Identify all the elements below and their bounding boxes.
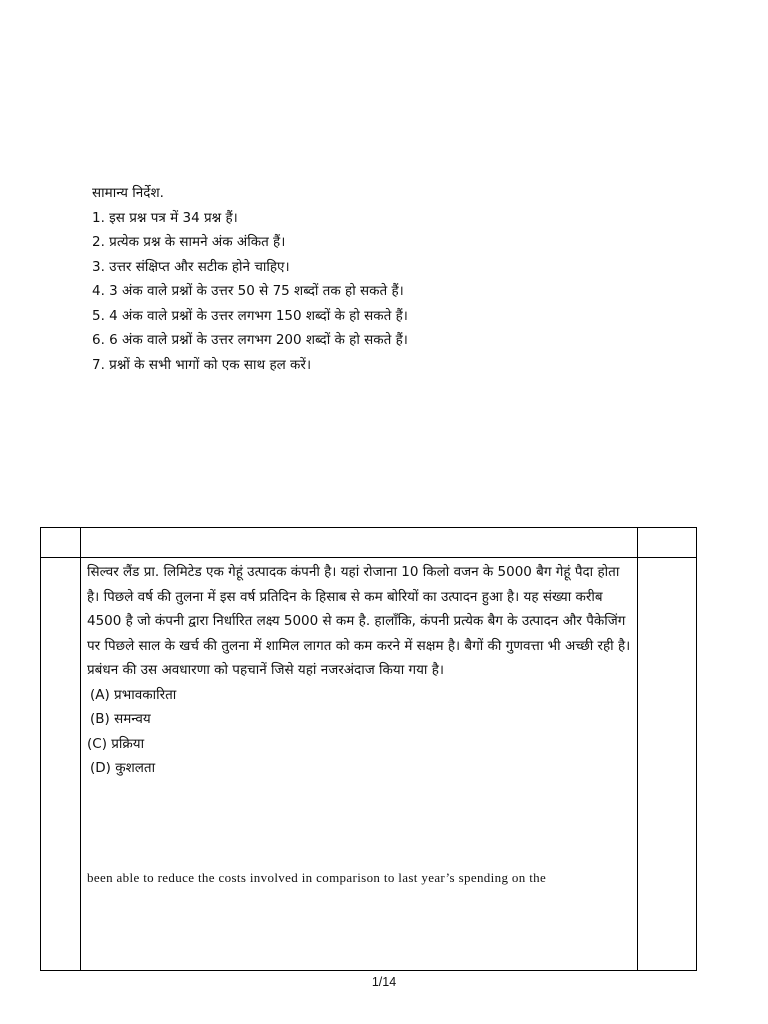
question-cell bbox=[81, 558, 638, 971]
question-number-cell bbox=[41, 558, 81, 971]
header-cell-question bbox=[81, 528, 638, 558]
question-row bbox=[41, 558, 697, 971]
instruction-item: 7. प्रश्नों के सभी भागों को एक साथ हल करें। bbox=[92, 356, 312, 373]
question-text: सिल्वर लैंड प्रा. लिमिटेड एक गेहूं उत्पादक कंपनी है। यहां रोजाना 10 किलो वजन के 5000 बैग गेहूं पैदा होता है। पिछले वर्ष की तुलना में इस वर्ष प्रतिदिन के हिसाब से कम बोरियों का उत्पादन हुआ है। यह संख्या करीब 4500 है जो कंपनी द्वारा निर्धारित लक्ष्य 5000 से कम है. हालाँकि, कंपनी प्रत्येक बैग के उत्पादन और पैकेजिंग पर पिछले साल के खर्च की तुलना में शामिल लागत को कम करने में सक्षम है। बैगों की गुणवत्ता भी अच्छी रही है। प्रबंधन की उस अवधारणा को पहचानें जिसे यहां नजरअंदाज किया गया है। bbox=[87, 564, 631, 678]
instruction-item: 1. इस प्रश्न पत्र में 34 प्रश्न हैं। bbox=[92, 209, 238, 226]
option-c: (C) प्रक्रिया bbox=[87, 735, 145, 752]
instruction-item: 4. 3 अंक वाले प्रश्नों के उत्तर 50 से 75 शब्दों तक हो सकते हैं। bbox=[92, 283, 404, 299]
header-cell-number bbox=[41, 528, 81, 558]
question-table bbox=[40, 527, 697, 971]
header-cell-marks bbox=[638, 528, 697, 558]
table-header-row bbox=[41, 528, 697, 558]
page-number: 1/14 bbox=[371, 975, 397, 989]
instruction-item: 3. उत्तर संक्षिप्त और सटीक होने चाहिए। bbox=[92, 258, 290, 275]
option-a: (A) प्रभावकारिता bbox=[90, 686, 177, 703]
english-text-fragment: been able to reduce the costs involved in comparison to last year’s spending on the bbox=[87, 870, 547, 885]
instruction-item: 2. प्रत्येक प्रश्न के सामने अंक अंकित हैं। bbox=[92, 234, 286, 250]
instruction-item: 6. 6 अंक वाले प्रश्नों के उत्तर लगभग 200 शब्दों के हो सकते हैं। bbox=[92, 332, 408, 348]
general-instructions bbox=[92, 181, 512, 377]
option-d: (D) कुशलता bbox=[90, 760, 156, 776]
marks-cell bbox=[638, 558, 697, 971]
instructions-title: सामान्य निर्देश. bbox=[92, 185, 164, 201]
options-list bbox=[87, 683, 631, 781]
option-b: (B) समन्वय bbox=[90, 711, 151, 727]
instruction-item: 5. 4 अंक वाले प्रश्नों के उत्तर लगभग 150 शब्दों के हो सकते हैं। bbox=[92, 307, 408, 324]
